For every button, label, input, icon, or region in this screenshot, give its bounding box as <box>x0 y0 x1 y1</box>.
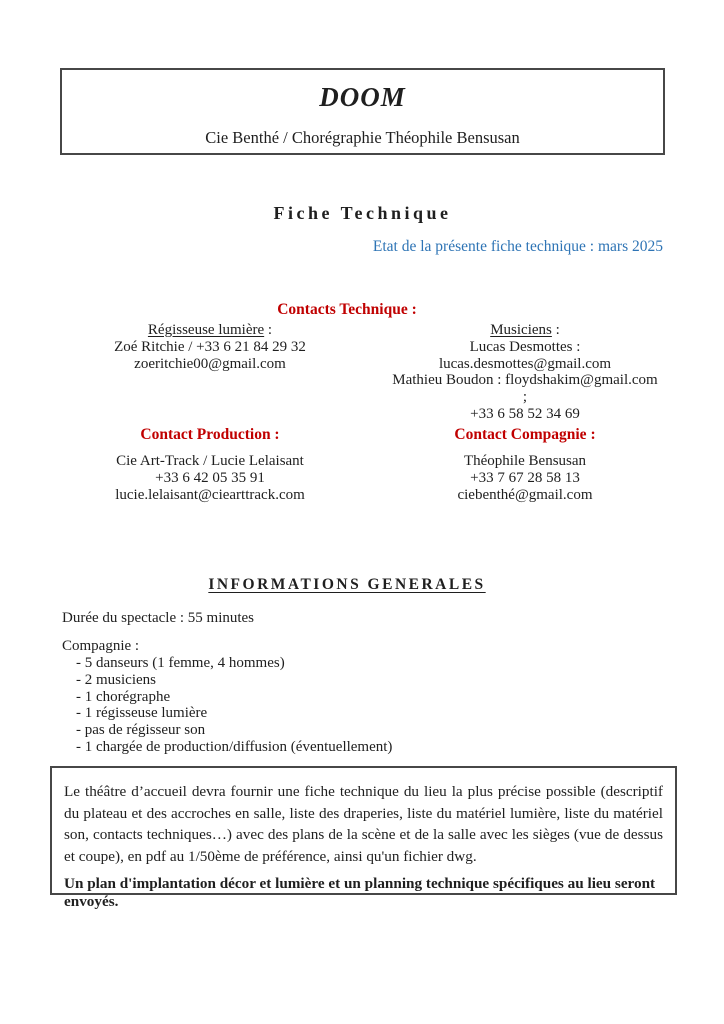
production-contact-email: lucie.lelaisant@ciearttrack.com <box>115 486 305 503</box>
show-header-box <box>60 68 665 155</box>
informations-generales-heading: INFORMATIONS GENERALES <box>208 576 486 593</box>
show-subtitle: Cie Benthé / Chorégraphie Théophile Bensusan <box>205 128 520 147</box>
musicians-contact-label-suffix: : <box>551 322 560 338</box>
lighting-contact-block <box>60 322 360 372</box>
lighting-contact-line: Zoé Ritchie / +33 6 21 84 29 32 <box>114 338 306 355</box>
show-duration: Durée du spectacle : 55 minutes <box>62 610 255 626</box>
company-contact-block <box>392 427 658 504</box>
lighting-contact-email: zoeritchie00@gmail.com <box>134 355 286 372</box>
company-list-item: - 1 chargée de production/diffusion (éventuellement) <box>76 738 393 755</box>
company-list-item: - pas de régisseur son <box>76 722 206 739</box>
lighting-contact-label <box>60 322 360 339</box>
musicians-contact-line: Lucas Desmottes : lucas.desmottes@gmail.com <box>438 338 612 372</box>
production-contact-block <box>60 427 360 504</box>
company-contact-line: Théophile Bensusan <box>463 452 587 469</box>
production-contact-line: Cie Art-Track / Lucie Lelaisant <box>116 452 304 469</box>
company-list-item: - 1 chorégraphe <box>76 688 171 705</box>
company-list-item: - 1 régisseuse lumière <box>76 705 208 722</box>
production-contact-lines <box>60 453 360 504</box>
company-contact-heading: Contact Compagnie : <box>454 426 596 443</box>
musicians-contact-block <box>392 322 658 423</box>
company-list-item: - 2 musiciens <box>76 671 156 688</box>
status-line: Etat de la présente fiche technique : mars 2025 <box>372 238 663 255</box>
company-contact-lines <box>392 453 658 504</box>
musicians-contact-label-text: Musiciens <box>490 322 552 338</box>
musicians-contact-phone: +33 6 58 52 34 69 <box>470 405 580 422</box>
musicians-contact-line: Mathieu Boudon : floydshakim@gmail.com ; <box>392 372 658 406</box>
lighting-contact-label-suffix: : <box>264 322 273 338</box>
contacts-technique-heading: Contacts Technique : <box>277 301 417 318</box>
company-contact-phone: +33 7 67 28 58 13 <box>470 469 580 486</box>
company-list <box>76 655 392 756</box>
venue-requirements-paragraph: Le théâtre d’accueil devra fournir une fiche technique du lieu la plus précise possible (descriptif du plateau et des accroches en salle, liste des draperies, liste du matériel lumière, liste du matériel son, contacts techniques…) avec des plans de la scène et de la salle avec les sièges (vue de dessus et coupe), en pdf au 1/50ème de préférence, ainsi qu'un fichier dwg. <box>64 783 663 865</box>
lighting-contact-label-text: Régisseuse lumière <box>147 322 265 338</box>
production-contact-heading: Contact Production : <box>140 426 280 443</box>
company-contact-email: ciebenthé@gmail.com <box>457 486 593 503</box>
company-list-label: Compagnie : <box>62 638 140 654</box>
venue-requirements-box <box>50 766 677 910</box>
musicians-contact-label <box>392 322 658 339</box>
show-title: DOOM <box>319 82 406 112</box>
company-list-item: - 5 danseurs (1 femme, 4 hommes) <box>76 655 285 671</box>
document-title: Fiche Technique <box>273 203 452 223</box>
venue-requirements-bold-line: Un plan d'implantation décor et lumière et un planning technique spécifiques au lieu seront envoyés. <box>64 875 656 910</box>
production-contact-phone: +33 6 42 05 35 91 <box>155 469 265 486</box>
